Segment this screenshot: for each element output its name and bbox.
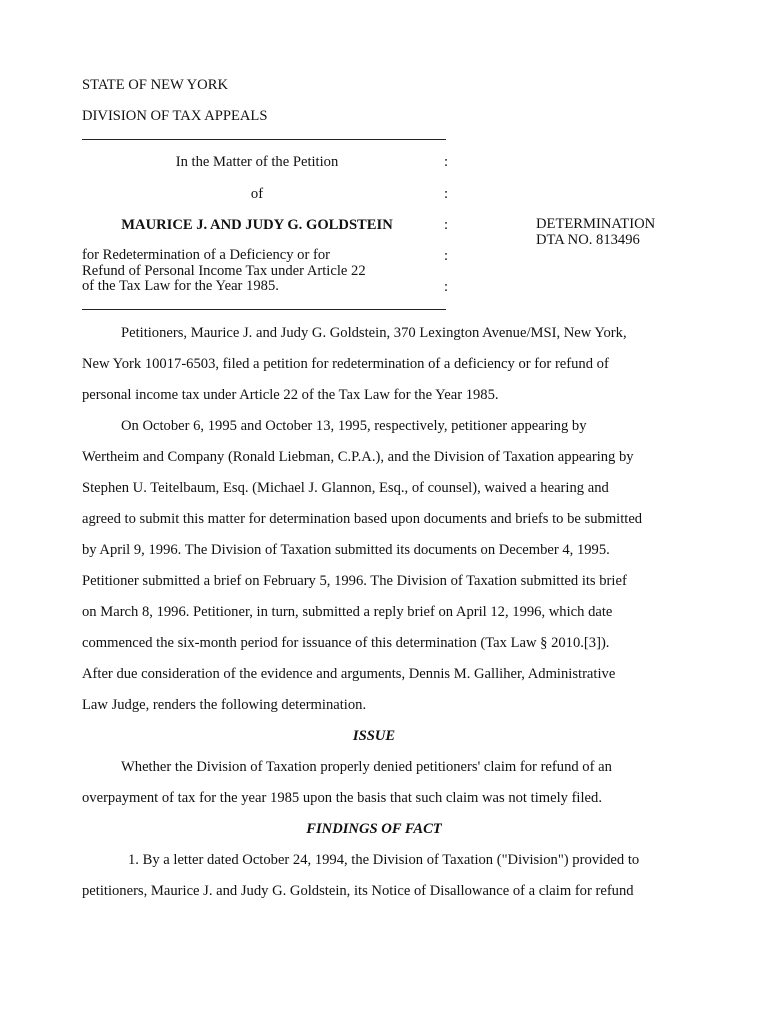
findings-heading: FINDINGS OF FACT — [306, 821, 442, 837]
caption-purpose-line: of the Tax Law for the Year 1985. — [82, 278, 279, 294]
determination-title: DETERMINATION — [536, 216, 656, 232]
paragraph-line: by April 9, 1996. The Division of Taxation submitted its documents on December 4, 1995. — [82, 542, 610, 558]
paragraph-line: Whether the Division of Taxation properly denied petitioners' claim for refund of an — [121, 759, 612, 775]
paragraph-line: petitioners, Maurice J. and Judy G. Goldstein, its Notice of Disallowance of a claim for refund — [82, 883, 634, 899]
caption-top-rule — [82, 139, 446, 140]
determination-number: DTA NO. 813496 — [536, 231, 640, 248]
paragraph-line: Stephen U. Teitelbaum, Esq. (Michael J. Glannon, Esq., of counsel), waived a hearing and — [82, 480, 609, 496]
caption-matter-line: In the Matter of the Petition — [175, 154, 339, 170]
caption-colon: : — [444, 186, 449, 202]
state-heading: STATE OF NEW YORK — [82, 77, 228, 93]
caption-purpose-line: for Redetermination of a Deficiency or for — [82, 247, 330, 263]
division-heading: DIVISION OF TAX APPEALS — [82, 108, 268, 124]
paragraph-line: After due consideration of the evidence and arguments, Dennis M. Galliher, Administrative — [82, 666, 616, 682]
caption-colon: : — [444, 279, 449, 295]
paragraph-line: overpayment of tax for the year 1985 upon the basis that such claim was not timely filed. — [82, 790, 602, 806]
paragraph-line: 1. By a letter dated October 24, 1994, the Division of Taxation ("Division") provided to — [128, 852, 640, 868]
paragraph-line: Petitioner submitted a brief on February 5, 1996. The Division of Taxation submitted its brief — [82, 573, 627, 589]
paragraph-line: commenced the six-month period for issuance of this determination (Tax Law § 2010.[3]). — [82, 635, 610, 651]
petitioners-name: MAURICE J. AND JUDY G. GOLDSTEIN — [121, 217, 393, 233]
caption-bottom-rule — [82, 309, 446, 310]
caption-colon: : — [444, 248, 449, 264]
caption-colon: : — [444, 154, 449, 170]
determination-label — [536, 217, 655, 248]
paragraph-line: agreed to submit this matter for determination based upon documents and briefs to be submitted — [82, 511, 643, 527]
caption-purpose-line: Refund of Personal Income Tax under Article 22 — [82, 262, 366, 279]
paragraph-line: on March 8, 1996. Petitioner, in turn, submitted a reply brief on April 12, 1996, which date — [82, 604, 613, 620]
caption-colon: : — [444, 217, 449, 233]
paragraph-line: New York 10017-6503, filed a petition for redetermination of a deficiency or for refund of — [82, 356, 609, 372]
paragraph-line: On October 6, 1995 and October 13, 1995, respectively, petitioner appearing by — [121, 418, 587, 434]
paragraph-line: Wertheim and Company (Ronald Liebman, C.P.A.), and the Division of Taxation appearing by — [82, 449, 634, 465]
issue-heading: ISSUE — [352, 728, 396, 744]
paragraph-line: personal income tax under Article 22 of the Tax Law for the Year 1985. — [82, 387, 499, 403]
caption-purpose — [82, 248, 366, 295]
paragraph-line: Petitioners, Maurice J. and Judy G. Goldstein, 370 Lexington Avenue/MSI, New York, — [121, 325, 627, 341]
paragraph-line: Law Judge, renders the following determination. — [82, 697, 367, 713]
caption-of-line: of — [250, 186, 264, 202]
